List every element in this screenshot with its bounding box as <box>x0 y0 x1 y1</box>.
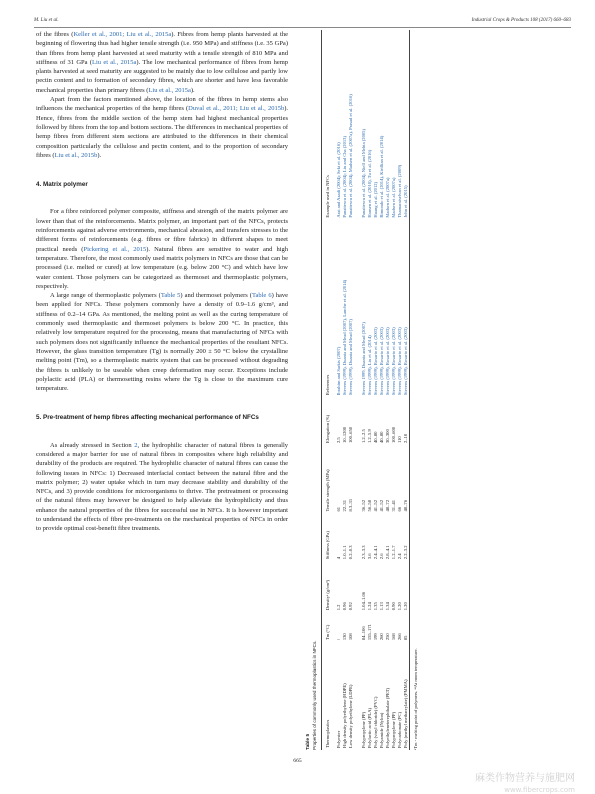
table-cell: 2.2–3.2 <box>403 545 409 560</box>
example-cell[interactable]: Panaitescu et al. (2004); Liu and Cha (2013) <box>342 136 348 218</box>
example-cell[interactable]: Arai and Azadi (2004); Sekt et al. (2016) <box>336 142 342 218</box>
table-cell: 108 <box>348 633 354 641</box>
table-cell: 40–80 <box>372 431 378 444</box>
table-cell: Polyethyleneterephthalate (PET) <box>384 687 390 748</box>
paragraph-pretreatment: As already stressed in Section 2, the hydrophilic character of natural fibres is generally considered a major barrier for use of natural fibres in composites where high reliability and durability of the products are required. The hydrophilic character of natural fibres can cause the following issues in NFCs: 1) Decreased interfacial contact between the natural fibre and the matrix polymer; 2) water uptake which in turn may decrease stability and durability of the NFCs, and 3) provide conditions for microorganisms to thrive. The pretreatment or processing of the natural fibres may however be designed to help alleviate the hydrophilicity and thus enhance the natural properties of the fibres for successful use in NFCs. It is however important to understand the effects of fibre pre-treatments on the mechanical properties of NFCs in order to provide optimal cost-benefit fibre treatments. <box>36 441 288 533</box>
table-cell: 85 <box>403 635 409 641</box>
table-cell: Polyester <box>336 730 342 748</box>
table-title: Table 5 <box>306 733 311 750</box>
table-bottom-rule <box>409 30 410 750</box>
example-cell[interactable]: Madsen et al. (2007a) <box>391 177 397 218</box>
table-cell: 168 <box>391 633 397 641</box>
table-row <box>355 30 367 750</box>
table-cell: 0.2–0.3 <box>348 545 354 560</box>
table-header-cell: References <box>325 374 331 396</box>
table-header-cell: Elongation (%) <box>325 414 331 444</box>
example-cell[interactable]: Panaitescu et al. (2004), Niell and Mehta (2005) <box>360 128 366 218</box>
example-cell[interactable]: Huang et al. (2012) <box>372 181 378 218</box>
example-cell[interactable]: John et al. (2015) <box>403 185 409 218</box>
table-cell: 1.2 <box>336 604 342 611</box>
header-rule <box>34 27 571 28</box>
example-cell[interactable]: Panaitescu et al. (2004), Madsen et al. (2007a), Prasad et al. (2016) <box>348 94 354 218</box>
table-cell: 22–31 <box>342 500 348 512</box>
table-cell: Low density polyethylene (LDPE) <box>348 684 354 748</box>
left-column <box>36 30 288 534</box>
paragraph-matrix-intro: For a fibre reinforced polymer composite, stiffness and strength of the matrix polymer are lower than that of the reinforcements. Matrix polymer, an important part of the NFCs, protects reinforcements against adverse environments, mechanical abrasion, and transfers stresses to the different forms of reinforcements (e.g. fibres or fibre fabrics) in different shapes to meet practical needs (Pickering et al., 2015). Natural fibres are sensitive to water and high temperature. Therefore, the most commonly used matrix polymers in NFCs are those that can be processed (i.e. melted or cured) at low temperature (e.g. below 200 °C) and which have low water content. Those polymers can be categorized as thermoset and thermoplastic polymers, respectively. <box>36 208 289 290</box>
table-cell: 110 <box>397 436 403 444</box>
table-cell: 41–52 <box>378 500 384 512</box>
table-cell: Polyamide (Nylon) <box>378 712 384 748</box>
table-cell: 260 <box>378 633 384 641</box>
table-cell: 61 <box>336 506 342 512</box>
table-cell: 1.35 <box>372 602 378 611</box>
table-cell: 10–1200 <box>342 426 348 444</box>
table-cell: 1.04–1.06 <box>360 591 366 611</box>
section-heading-matrix-polymer: 4. Matrix polymer <box>36 181 88 189</box>
table-cell: 56–58 <box>366 500 372 512</box>
paragraph-thermoplastics: A large range of thermoplastic polymers (Table 5) and thermoset polymers (Table 6) have been applied for NFCs. These polymers commonly have a density of 0.9–1.6 g/cm³, and stiffness of 0.2–14 GPa. As mentioned, the melting point as well as the curing temperature of commonly used thermoplastic and thermoset polymers is below 200 °C. In practice, this relatively low temperature required for the processing, means that manufacturing of NFCs with such polymers does not significantly influence the mechanical properties of the resultant NFCs. However, the glass transition temperature (Tg) is normally 200 ± 50 °C below the crystalline melting point (Tm), so a thermoplastic matrix system that can be processed without degrading the fibres is unlikely to be useable when creep deformation may occur. Exceptions include polylactic acid (PLA) or thermosetting resins where the Tg is close to the maximum cure temperature. <box>36 292 289 393</box>
table-link[interactable]: Table 6 <box>251 292 272 300</box>
reference-cell[interactable]: Stevens 1999, Duania and Mead (2007) <box>360 322 366 396</box>
section-link[interactable]: 2 <box>134 441 138 449</box>
table-cell: 100–600 <box>391 426 397 444</box>
table-cell: 2.4 <box>397 553 403 560</box>
table-cell: 1.20 <box>397 602 403 611</box>
table-cell: 30–300 <box>384 429 390 444</box>
table-header-cell: Thermoplastics <box>325 719 331 748</box>
table-cell: 1.2–1.7 <box>391 545 397 560</box>
table-cell: Polypropylene (PP) <box>360 711 366 748</box>
table-header-row <box>322 30 336 750</box>
watermark-url: www.fibercrops.com <box>504 786 575 794</box>
table-cell: 155–171 <box>366 624 372 641</box>
table-cell: 3.6 <box>366 553 372 560</box>
reference-cell[interactable]: Stevens (1999), Duania and Mead (2007) <box>348 319 354 396</box>
paragraph-fibre-location: Apart from the factors mentioned above, the location of the fibres in hemp stems also influences the mechanical properties of the hemp fibres (Duval et al., 2011; Liu et al., 2015b). Hence, fibres from the middle section of the hemp stem had highest mechanical properties followed by fibres from the top and bottom sections. The differences in mechanical properties of hemp fibres from different stem sections are attributed to the differences in their chemical composition particularly the cellulose and pectin content, and to the proportion of secondary fibres (Liu et al., 2015b). <box>36 96 288 159</box>
table-header-cell: Tm (°C) <box>325 624 331 641</box>
example-cell[interactable]: Hansen et al. (2010), Tu et al. (2016) <box>366 149 372 218</box>
table-cell: Polylactic acid (PLA) <box>366 707 372 748</box>
reference-cell[interactable]: Stevens (1999), Rosario et al. (2003) <box>378 327 384 396</box>
table-cell: Polycarbonate (PC) <box>397 711 403 748</box>
table-cell: 1.20 <box>403 602 409 611</box>
table-cell: / <box>336 638 342 641</box>
table-cell: 2.4–4.1 <box>372 545 378 560</box>
table-header-cell: Tensile strength (MPa) <box>325 469 331 512</box>
page-number: 665 <box>293 758 302 764</box>
running-header-authors: M. Liu et al. <box>34 18 59 23</box>
reference-cell[interactable]: Ibrahim and Sarkis (2007) <box>336 346 342 396</box>
table-header-cell: Example used in NFCs <box>325 175 331 218</box>
reference-cell[interactable]: Stevens (1999), Rosario et al. (2003) <box>397 327 403 396</box>
table-cell: 1.2–5.9 <box>366 429 372 444</box>
table-cell: Polypropylene (PP) <box>391 711 397 748</box>
table-cell: High density polyethylene (HDPE) <box>342 683 348 748</box>
table-link[interactable]: Table 5 <box>160 292 181 300</box>
table-header-cell: Stiffness (GPa) <box>325 531 331 560</box>
citation-link[interactable]: Pickering et al., 2015 <box>83 245 147 253</box>
example-cell[interactable]: Rimondo et al. (2014), Kirillian et al. (2014) <box>378 135 384 218</box>
table-cell: 66 <box>397 506 403 512</box>
reference-cell[interactable]: Stevens (1999), Rosario et al. (2003) <box>372 327 378 396</box>
table-body <box>336 30 409 750</box>
table-cell: 2.6 <box>378 553 384 560</box>
citation-link[interactable]: Liu et al., 2015a <box>148 86 191 94</box>
table-cell: 36–52 <box>360 500 366 512</box>
properties-table <box>322 30 409 750</box>
table-cell: Poly (vinyl chloride) (PVC) <box>372 696 378 748</box>
reference-cell[interactable]: Stevens (1999), Duania and Mead (2007), Lanche et al. (2014) <box>342 279 348 396</box>
table-cell: 2.5 <box>336 437 342 444</box>
citation-link[interactable]: Liu et al., 2015a <box>92 58 137 66</box>
running-header-journal: Industrial Crops & Products 108 (2017) 660–683 <box>471 18 571 23</box>
table-cell: 1.13 <box>378 602 384 611</box>
table-cell: Poly (methyl methacrylate) (PMMA) <box>403 679 409 748</box>
table-cell: 4 <box>336 556 342 560</box>
table-cell: 100–650 <box>348 426 354 444</box>
table-cell: 1.34 <box>384 602 390 611</box>
example-cell[interactable]: Thamaraiselvan et al. (2009) <box>397 164 403 218</box>
table-cell: 2–10 <box>403 433 409 444</box>
table-cell: 41–52 <box>372 500 378 512</box>
reference-cell[interactable]: Stevens (1999), Rosario et al. (2003) <box>384 327 390 396</box>
table-caption: Properties of commonly used thermoplastics in NFCs. <box>312 640 318 750</box>
citation-link[interactable]: Duval et al., 2011; Liu et al., 2015b <box>188 105 285 113</box>
table-footnote: ᵃTm - melting point of polymers. ᵃᵃAt room temperature. <box>413 648 419 750</box>
table-cell: 84–106 <box>360 626 366 641</box>
example-cell[interactable]: Madsen et al. (2007a) <box>384 177 390 218</box>
table-cell: 266 <box>397 633 403 641</box>
table-header-cell: Densityᵃ (g/cm³) <box>325 579 331 611</box>
table-cell: 48–76 <box>403 500 409 512</box>
table-cell: 0.92 <box>348 602 354 611</box>
table-cell: 0.96 <box>342 602 348 611</box>
table-cell: 1.2–2.5 <box>360 429 366 444</box>
table-cell: 1.24 <box>366 602 372 611</box>
table-5-container <box>300 30 568 750</box>
table-cell: 250 <box>384 633 390 641</box>
table-cell: 31–41 <box>391 500 397 512</box>
table-5-rotated <box>300 30 568 750</box>
paragraph-fibre-harvest: of the fibres (Keller et al., 2001; Liu et al., 2015a). Fibres from hemp plants harvested at the beginning of flowering thus had higher tensile strength (i.e. 950 MPa) and stiffness (i.e. 35 GPa) than fibres from hemp plant harvested at seed maturity with a tensile strength of 810 MPa and stiffness of 31 GPa (Liu et al., 2015a). The low mechanical performance of fibres from hemp plants harvested at seed maturity are suggested to be mainly due to low cellulose and partly low pectin content and to formation of secondary fibres, which are shorter and have less favorable mechanical properties than primary fibres (Liu et al., 2015a). <box>36 31 289 94</box>
table-cell: 0.90 <box>391 602 397 611</box>
table-cell: 199 <box>372 633 378 641</box>
table-cell: 2.8–4.1 <box>384 545 390 560</box>
table-cell: 1.0–1.1 <box>342 545 348 560</box>
table-cell: 8.3–31 <box>348 498 354 512</box>
table-cell: 2.3–3.3 <box>360 545 366 560</box>
citation-link[interactable]: Liu et al., 2015b <box>54 151 98 159</box>
citation-link[interactable]: Keller et al., 2001; Liu et al., 2015a <box>73 31 172 38</box>
reference-cell[interactable]: Stevens (1999), Rosario et al. (2003) <box>391 327 397 396</box>
section-heading-pretreatment: 5. Pre-treatment of hemp fibres affecting mechanical performance of NFCs <box>36 414 259 422</box>
reference-cell[interactable]: Stevens (1999), Rosario et al. (2003) <box>403 327 409 396</box>
table-cell: 130 <box>342 633 348 641</box>
table-cell: 40–80 <box>378 431 384 444</box>
table-cell: 48–72 <box>384 500 390 512</box>
reference-cell[interactable]: Stevens (1999), Liu et al. (2014) <box>366 335 372 396</box>
watermark-chinese: 麻类作物营养与施肥网 <box>475 773 575 784</box>
